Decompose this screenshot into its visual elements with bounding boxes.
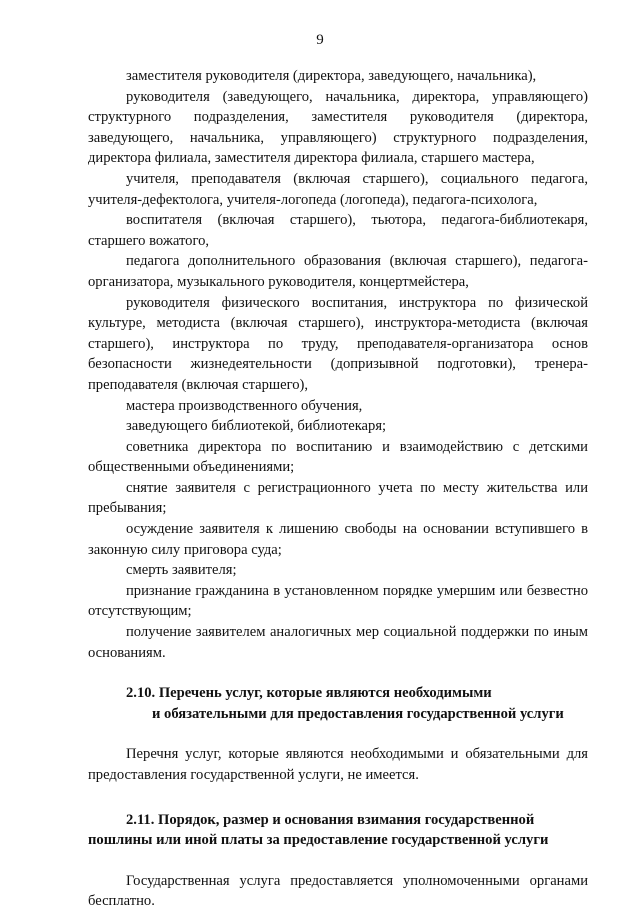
list-item: руководителя физического воспитания, инструктора по физической культуре, методиста (включая старшего), инструктора-методиста (включая старшего), инструктора по труду, преподавателя-организатора основ безопасности жизнедеятельности (допризывной подготовки), тренера-преподавателя (включая старшего), bbox=[88, 294, 588, 393]
section-2-10-heading-line1: 2.10. Перечень услуг, которые являются необходимыми bbox=[126, 685, 492, 702]
list-item: снятие заявителя с регистрационного учета по месту жительства или пребывания; bbox=[88, 479, 588, 517]
list-item: учителя, преподавателя (включая старшего), социального педагога, учителя-дефектолога, учителя-логопеда (логопеда), педагога-психолога, bbox=[88, 170, 588, 208]
position-list bbox=[88, 66, 588, 663]
section-2-11-heading bbox=[88, 810, 588, 851]
list-item: заведующего библиотекой, библиотекаря; bbox=[126, 418, 387, 435]
document-body bbox=[88, 66, 588, 912]
section-2-11-heading-line1: 2.11. Порядок, размер и основания взимания государственной bbox=[126, 811, 535, 828]
section-2-10-heading bbox=[88, 683, 588, 724]
section-2-10-heading-line2: и обязательными для предоставления государственной услуги bbox=[152, 705, 564, 722]
page-number: 9 bbox=[316, 32, 324, 48]
list-item: мастера производственного обучения, bbox=[126, 397, 363, 414]
list-item: осуждение заявителя к лишению свободы на основании вступившего в законную силу приговора суда; bbox=[88, 521, 588, 558]
list-item: руководителя (заведующего, начальника, директора, управляющего) структурного подразделения, заместителя руководителя (директора, заведующего, начальника, управляющего) структурного подразделения, директора филиала, заместителя директора филиала, старшего мастера, bbox=[88, 88, 588, 167]
list-item: воспитателя (включая старшего), тьютора, педагога-библиотекаря, старшего вожатого, bbox=[88, 212, 588, 249]
section-2-11-body: Государственная услуга предоставляется уполномоченными органами бесплатно. bbox=[88, 872, 588, 910]
list-item: признание гражданина в установленном порядке умершим или безвестно отсутствующим; bbox=[88, 582, 588, 620]
section-2-10-body: Перечня услуг, которые являются необходимыми и обязательными для предоставления государственной услуги, не имеется. bbox=[88, 746, 588, 783]
list-item: педагога дополнительного образования (включая старшего), педагога-организатора, музыкального руководителя, концертмейстера, bbox=[88, 253, 588, 290]
list-item: получение заявителем аналогичных мер социальной поддержки по иным основаниям. bbox=[88, 624, 588, 661]
list-item: советника директора по воспитанию и взаимодействию с детскими общественными объединениями; bbox=[88, 438, 588, 476]
list-item: заместителя руководителя (директора, заведующего, начальника), bbox=[126, 68, 537, 84]
list-item: смерть заявителя; bbox=[126, 562, 237, 579]
section-2-11-heading-line2: пошлины или иной платы за предоставление государственной услуги bbox=[88, 832, 549, 849]
